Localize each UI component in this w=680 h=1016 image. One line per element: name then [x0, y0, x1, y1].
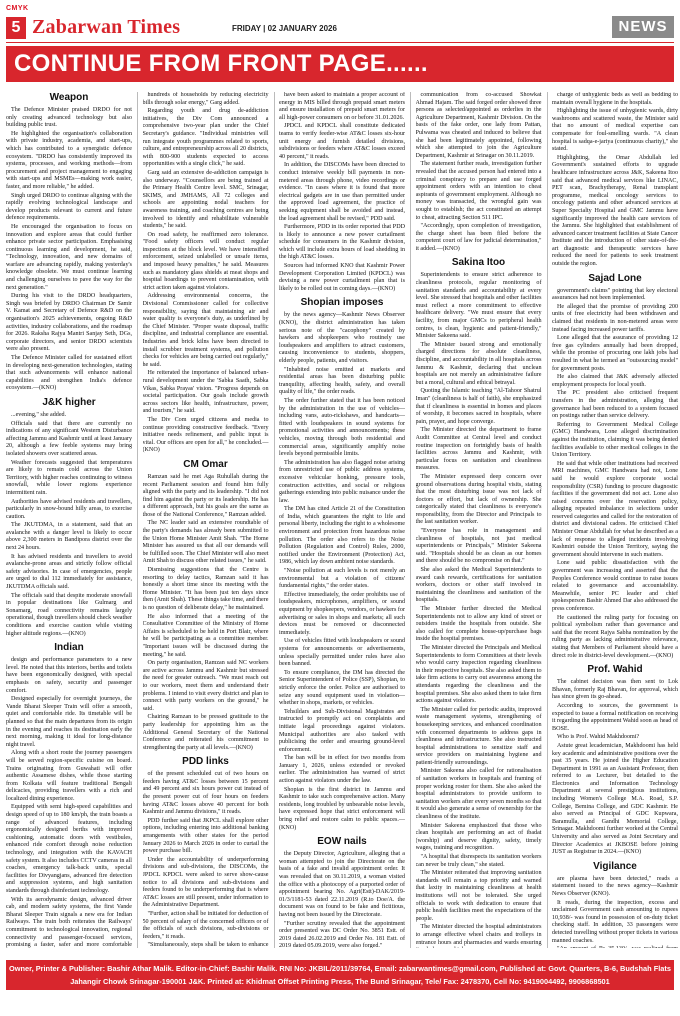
article-paragraph: He highlighted the organisation's collaboration with private industry, academia, and start-ups, which has contributed to a synergistic defence ecosystem. "DRDO has consistently improved its systems, processes, and working methods—from procurement and project management to engaging with start-ups and MSMEs—making work easier, faster, and more reliable," he added.: [6, 130, 132, 190]
page-number: 5: [6, 17, 26, 39]
article-paragraph: He cautioned the ruling party for focusing on political symbolism rather than governance and said that the recent Rajya Sabha nomination by the ruling party as lacking administrative relevance, stating that Members of Parliament should have a direct role in district-level development.—(KNO): [552, 614, 678, 659]
article-paragraph: Minister Sakeena emphasized that those who clean hospitals are performing an act of ibadat (worship) and deserve dignity, safety, timely wages, training and recognition.: [415, 822, 542, 852]
article-paragraph: Astute great lecademician, Makhdoomi has held key academic and administrative positions over the past 35 years. He joined the Higher Education Department in 1991 as an Assistant Professor, then referred to as Lecturer, but detailed to the Electronics and Information Technology Department at several prestigious institutions, including Women's College M.A. Road, S.P. College, Bemina College, and GDC Kashmir. He also served as Principal of GDC Kupwara, Baramulla, and Gandhi Memorial College, Srinagar. Makhdoomi further worked at the Central University and also served as Joint Secretary and Director Academics at JKBOSE before joining JUST as Registrar in 2024.—(KNO): [552, 742, 678, 856]
article-paragraph: Designed especially for overnight journeys, the Vande Bharat Sleeper Train will offer a smooth, quiet and comfortable ride. Its timetable will be planned so that the main departures from its origin in the evening and reaches its destination early the next morning, making it ideal for long-distance night travel.: [6, 696, 132, 748]
column-rule: [137, 92, 138, 948]
article-paragraph: The JKUTDMA, in a statement, said that an avalanche with a danger level is likely to occur above 2,300 meters in Bandipora district over the next 24 hours.: [6, 522, 132, 552]
article-paragraph: Effective immediately, the order prohibits use of loudspeakers, microphones, amplifiers, or sound equipment by shopkeepers, vendors, or hawkers for advertising or sales in shops and markets; all such devices must be removed or disconnected immediately.: [279, 591, 405, 636]
article-paragraph: Who is Prof. Wahid Makhdoomi?: [557, 734, 640, 741]
article-paragraph: Shopian is the first district in Jammu and Kashmir to take such comprehensive action. Many residents, long troubled by unbearable noise levels, have expressed hope that strict enforcement will bring relief and restore calm to public spaces.—(KNO): [279, 786, 405, 831]
article-paragraph: ...evening," she added.: [11, 411, 67, 418]
article-paragraph: The officials said that despite moderate snowfall in popular destinations like Gulmarg and Sonamarg, road connectivity remains largely operational, though travellers should check weather conditions and exercise caution while visiting higher altitude regions.—(KNO): [6, 592, 132, 637]
article-paragraph: Referring to Government Medical College (GMC) Handwara, Lone alleged discrimination against the institution, claiming it was being denied facilities available to other medical colleges in the Union Territory.: [552, 421, 678, 459]
article-paragraph: of the present scheduled cut of two hours on feeders having AT&C losses between 15 percent and 49 percent and six hours power cut instead of the present power cut of four hours on feeders having AT&C losses above 40 percent for both Kashmir and Jammu divisions," it reads.: [142, 771, 269, 816]
article-paragraph: "A hospital that disrespects its sanitation workers can never be truly clean," she stated.: [415, 854, 542, 868]
article-paragraph: The Div Com urged citizens and media to continue providing constructive feedback. "Every initiative needs refinement, and public input is vital. Our offices are open for all," he concluded.—(KNO): [142, 416, 269, 454]
column-5: [552, 92, 678, 948]
article-paragraph: The Minister reiterated that improving sanitation standards will remain a top priority and warned that laxity in maintaining cleanliness at health institutions will not be tolerated. She urged officials to work with dedication to ensure that public health facilities meet the expectations of the people.: [415, 870, 542, 922]
newspaper-name-part2: Times: [127, 16, 181, 38]
column-rule: [547, 92, 548, 948]
article-paragraph: "Inhabited noise emitted at markets and residential areas has been disturbing public tranquility, affecting health, safety, and overall quality of life," the order reads.: [279, 366, 405, 396]
article-paragraph: communication from co-accused Showkat Ahmad Hajam. The said forged order showed three persons as selected/appointed as orderlies in the Agriculture Department, Kashmir Division. On the basis of the fake order, one lady from Pattan, Pulwama was cheated and induced to believe that she had been legitimately appointed, following which she attempted to join the Agriculture Department, Kashmir at Srinagar on 30.11.2019.: [415, 92, 542, 159]
article-paragraph: The administration has also flagged noise arising from unrestricted use of public address systems, excessive vehicular honking, pressure tools, construction activities, and social or religious gatherings extending into public nuisance under the law.: [279, 459, 405, 504]
article-paragraph: It has advised residents and travellers to avoid avalanche-prone areas and strictly follow official safety advisories. In case of emergencies, people are urged to dial 112 immediately for assistance, JKUTDMA officials said.: [6, 553, 132, 591]
imprint-footer: [6, 960, 674, 990]
article-paragraph: Under the accountability of underperforming divisions and sub-divisions, the DISCOMs, the JPDCL KPDCL were asked to serve show-cause notice to all divisions and sub-divisions and feeders found to be underperforming that is where AT&C losses are still present, under information to the Administrative Department.: [142, 856, 269, 909]
article-paragraph: He reiterated the importance of balanced urban-rural development under the 'Sabka Saath, Sabka Vikas, Sabka Prayas' vision. "Progress depends on societal participation. Our goals include growth across sectors like health, infrastructure, power, and tourism," he said.: [142, 370, 269, 415]
article-columns: [6, 92, 678, 948]
article-paragraph: The Minister directed the Principals and Medical Superintendents to form Committees at their levels who would carry inspection regarding cleanliness in their respective hospitals. She also asked them to take firm actions to carry out awareness among the attendants regarding the cleanliness and the hospital premises. She also asked them to take firm actions against violators.: [415, 644, 542, 705]
article-heading: Shopian imposes: [300, 297, 384, 309]
article-heading: Sajad Lone: [588, 272, 642, 284]
article-heading: J&K higher: [42, 396, 96, 408]
article-paragraph: He encouraged the organisation to focus on innovation and explore areas that could further enhance private sector participation. Emphasising continuous learning and development, he said, "Technology, innovation, and new domains of warfare are advancing rapidly, making yesterday's knowledge obsolete. We must continue learning and challenging ourselves to pave the way for the next generation.": [6, 223, 132, 291]
masthead-divider: [6, 42, 674, 43]
newspaper-name-part1: Zabarwan: [32, 16, 123, 38]
article-paragraph: The Minister issued strong and emotionally charged directions for absolute cleanliness, discipline, and accountability in all hospitals across Jammu & Kashmir, declaring that unclean hospitals are not merely an administrative failure but a moral, cultural and ethical betrayal.: [415, 341, 542, 386]
article-paragraph: The Minister directed the department to frame Audit Committee at Central level and conduct routine inspection on fortnightly basis of health facilities across Jammu and Kashmir, with particular focus on sanitation and cleanliness measures.: [415, 427, 542, 472]
article-paragraph: He alleged that the promise of providing 200 units of free electricity had been withdrawn and claimed that residents in non-metered areas were instead facing increased power tariffs.: [552, 303, 678, 333]
article-paragraph: Minister Sakeena also called for rationalisation of sanitation workers in hospitals and framing of proper working roster for them. She also asked the hospital administrators to provide uniform to sanitation workers after every seven months so that it would also generate a sense of ownership for the cleanliness of the institute.: [415, 768, 542, 821]
article-paragraph: The cabinet decision was then sent to Lok Bhavan, formerly Raj Bhavan, for approval, which has since given its go-ahead.: [552, 679, 678, 701]
article-paragraph: Ramzan said he met Aga Ruhullah during the recent Parliament session and found him fully aligned with the party and its leadership. "I did not find him against the party or its leadership. He has a different approach, but his goals are the same as those of the National Conference," Ramzan added.: [142, 473, 269, 518]
article-paragraph: are plasma have been detected," reads a statement issued to the news agency—Kashmir News Observer (KNO).: [552, 875, 678, 897]
newspaper-name: [32, 16, 180, 39]
article-paragraph: "Further scrutiny revealed that the appointment order presented was DC Order No. 3851 Estt. of 2019 dated 26.02.2019 and Order No. 181 Estt. of 2019 dated 05.09.2019, were also forged.": [279, 920, 405, 948]
article-heading: Prof. Wahid: [587, 664, 643, 676]
article-heading: Indian: [54, 642, 84, 654]
article-paragraph: Regarding youth and drug de-addiction initiatives, the Div Com announced a comprehensive two-year plan under the Chief Secretary's guidance. "Individual ministries will run integrate youth programmes related to sports, culture, and entrepreneurship across all 20 districts, with 800-900 students expected to access opportunities with a single click," he said.: [142, 108, 269, 168]
article-paragraph: In addition, the DISCOMs have been directed to conduct intensive weekly bill payments in non-metered areas through phone, video recordings or evidence. "In cases where it is found that more electrical gadgets are in use than permitted under the approved load agreement, the practice of seeking equipment shall be avoided and instead, the load agreement shall be revised," PDD said.: [279, 162, 405, 222]
article-paragraph: Singh urged DRDO to continue aligning with the rapidly evolving technological landscape and develop products relevant to current and future defence requirements.: [6, 192, 132, 222]
section-banner: [6, 46, 674, 82]
article-paragraph: Dismissing suggestions that the Centre is resorting to delay tactics, Ramzan said it has honestly a short time since its meeting with the Home Minister. "It has been just ten days since then (Amit Shah). These things take time, and there is no question of deliberate delay," he maintained.: [142, 567, 269, 611]
article-paragraph: the Deputy Director, Agriculture, alleging that a woman attempted to join the Directorate on the basis of a fake and invalid appointment order. It was revealed that on 30.11.2019, a woman visited the office with a photocopy of a purported order of appointment bearing No. Agri(Estt)-DAK/2019-01/3/1181-53 dated 22.11.2019 (R.to Doe/A. the document was on found to be fake and fictitious, having not been issued by the Directorate.: [279, 851, 405, 918]
article-paragraph: Highlighting the issue of unhygienic wards, dirty washrooms and scattered waste, the Minister said that no amount of medical expertise can compensate for foul-smelling wards. "A clean hospital is sadqa-e-jariya (continuous charity)," she stated.: [552, 108, 678, 153]
article-paragraph: Superintendents to ensure strict adherence to cleanliness protocols, regular monitoring of sanitation standards and accountability at every level. She stressed that hospitals and other facilities must reflect a more commitment to effective healthcare delivery. "We must ensure that every facility, from major GMCs to peripheral health centres, is clean, hygienic and patient-friendly," Minister Sakeena said.: [415, 272, 542, 340]
article-paragraph: government's claims" pointing that key electoral assurances had not been implemented.: [552, 287, 678, 302]
article-paragraph: The Minister further directed the Medical Superintendents not to allow any kind of street or outsiders inside the hospitals from outside. She also called for complete house-up/purchase bags inside the hospital premises.: [415, 606, 542, 643]
article-paragraph: To ensure compliance, the DM has directed the Senior Superintendent of Police (SSP), Shopian, to strictly enforce the order. Police are authorised to seize any sound equipment used in violation—whether in shops, markets, or vehicles.: [279, 669, 405, 707]
article-paragraph: The NC leader said an extensive roundtable of the party's demands has already been submitted to the Union Home Minister Amit Shah. "The Home Minister has assured us that all our demands will be fulfilled soon. The Chief Minister will also meet Amit Shah to discuss other related issues," he said.: [142, 520, 269, 565]
article-paragraph: PDD further said that JKPCL shall explore other options, including entering into additional banking arrangements with other states for the period January 2026 to March 2026 in order to curtail the power purchase bill.: [142, 817, 269, 855]
column-1: [6, 92, 132, 948]
cmyk-mark: CMYK: [6, 5, 29, 12]
article-paragraph: Officials said that there are currently no indications of any significant Western Disturbance affecting Jammu and Kashmir until at least January 20, although a few feeble systems may bring isolated showers over scattered areas.: [6, 420, 132, 457]
article-paragraph: Lone said public dissatisfaction with the government was increasing and asserted that the Peoples Conference would continue to raise issues related to governance and accountability. Meanwhile, senior PC leader and chief spokesperson Bashir Ahmed Dar also addressed the press conference.: [552, 560, 678, 612]
article-paragraph: On road safety, he reaffirmed zero tolerance. "Food safety officers will conduct regular inspections at the block level. We have intensified enforcement, seized unlabelled or unsafe items, and imposed heavy penalties," he said. Measures such as mandatory glass shields at meat shops and hospital hoardings to prevent contamination, with strict action taken against violators.: [142, 231, 269, 291]
column-4: [416, 92, 542, 948]
article-paragraph: Addressing environmental concerns, the Divisional Commissioner called for collective responsibility, saying that maintaining air and water quality is everyone's duty, as underlined by the Chief Minister. "Proper waste disposal, traffic discipline, and industrial compliance are essential. Industries and brick kilns have been directed to install scrubber treatment systems, and pollution checks for vehicles are being carried out regularly," he said.: [142, 293, 269, 368]
article-paragraph: The Defence Minister called for sustained effort in developing next-generation technologies, stating that such advancements will enhance national capabilities and strengthen India's defence ecosystem.—(KNO): [6, 355, 132, 392]
article-paragraph: Weather forecasts suggested that temperatures are likely to remain cold across the Union Territory, with higher reaches continuing to witness snowfall, while lower regions experience intermittent rain.: [6, 459, 132, 496]
article-paragraph: According to sources, the government is expected to issue a formal notification on receiving it regarding the appointment Wahid soon as head of BOSE.: [552, 702, 678, 732]
article-paragraph: On party organisation, Ramzan said NC workers are active across Jammu and Kashmir but stressed the need for greater outreach. "We must reach out to our workers, meet them and understand their problems. I intend to visit every district and plan to connect with party workers on the ground," he said.: [142, 660, 269, 712]
article-paragraph: [552, 946, 678, 948]
article-paragraph: Sources had informed KNO that Kashmir Power Development Corporation Limited (KPDCL) was devising a new power curtailment plan that is likely to be rolled out in coming days.—(KNO): [279, 263, 405, 292]
article-paragraph: have been asked to maintain a proper account of energy in MIS billed through prepaid smart meters and ensure installation of prepaid smart meters for all high-power consumers on or before 31.01.2026.: [279, 92, 405, 121]
article-paragraph: Garg said an extensive de-addiction campaign is also underway. "Counsellors are being trained at the Primary Health Centre level. SMC, Srinagar, SKIMS, and JMHAMS, All 72 colleges and schools are appointing nodal teachers for awareness training, and coaching centres are being involved to identify and rehabilitate vulnerable students," he said.: [142, 169, 269, 230]
article-paragraph: Along with a short route the journey passengers will be served region-specific cuisine on board. Trains originating from Guwahati will offer authentic Assamese dishes, while those starting from Kolkata will feature traditional Bengali delicacies, providing travellers with a rich and localized dining experience.: [6, 750, 132, 802]
imprint-line-2: Jahangir Chowk Srinagar-190001 J&K. Printed at: Khidmat Offset Printing Press, The Bund Srinagar, Tele/ Fax: 2478370, Cell No: 9419004492, 9906868501: [70, 977, 610, 986]
article-paragraph: Use of vehicles fitted with loudspeakers or sound systems for announcements or advertisements, unless specially permitted under rules have also been banned.: [279, 638, 405, 668]
article-heading: CM Omar: [183, 458, 228, 470]
article-paragraph: During his visit to the DRDO headquarters, Singh was briefed by DRDO Chairman Dr Samir V. Kamat and Secretary of Defence R&D on the organisation's 2025 achievements, ongoing R&D activities, industry collaborations, and the roadmap for 2026. Raksha Rajya Mantri Sanjay Seth, DGs, corporate directors, and senior DRDO scientists were also present.: [6, 293, 132, 353]
article-paragraph: The Defence Minister praised DRDO for not only creating advanced technology but also building public trust.: [6, 107, 132, 129]
article-paragraph: Quoting the Islamic teaching "Al-Tahoor Shatrul Iman" (cleanliness is half of faith), she emphasized that if cleanliness is essential in homes and places of worship, it becomes sacred in hospitals, where pain, prayer, and hope converge.: [415, 388, 542, 425]
article-paragraph: "Accordingly, upon completion of investigation, the charge sheet has been filed before the competent court of law for judicial determination," it added.—(KNO): [415, 223, 542, 252]
article-paragraph: Lone alleged that the assurance of providing 12 free gas cylinders annually had been dropped, while the promise of procuring one lakh jobs had resulted in what he termed an "outsourcing model" for government posts.: [552, 335, 678, 372]
article-paragraph: "Further, action shall be initiated for deduction of 50 percent of salary of the concerned officers or of the officials of such divisions, sub-divisions or feeders," it reads.: [142, 910, 269, 940]
article-heading: Weapon: [49, 92, 89, 103]
article-paragraph: He said that while other institutions had received MRI machines, GMC Handwara had not, Lone said he would explore corporate social responsibility (CSR) funding to procure diagnostic facilities if the government did not act. Lone also raised concerns over the reservation policy, alleging repeated imbalance in selections under reserved categories and called for the restoration of district and divisional cadres. He criticised Chief Minister Omar Abdullah for what he described as a lack of response to alleged incidents involving Kashmiri outside the Union Territory, saying the government should intervene in such matters.: [552, 460, 678, 558]
article-paragraph: The PC president also criticised frequent transfers in the administration, alleging that governance had been reduced to a system focused on postings rather than service delivery.: [552, 390, 678, 420]
article-paragraph: It reads, during the inspection, excess and unclaimed Government cash amounting to rupees 10,938/- was found in possession of on-duty ticket checking staff. In addition, 33 passengers were detected travelling without proper tickets in various manned coaches.: [552, 899, 678, 944]
column-rule: [410, 92, 411, 948]
article-paragraph: JPDCL and KPDCL shall constitute dedicated teams to verify feeder-wise AT&C losses six-hour unit energy and furnish detailed divisions, subdivisions or feeders where AT&C losses exceed 40 percent," it reads.: [279, 123, 405, 160]
article-heading: Vigilance: [593, 860, 637, 872]
column-rule: [274, 92, 275, 948]
article-heading: EOW nails: [317, 836, 367, 848]
article-paragraph: "Noise pollution at such levels is not merely an environmental but a violation of citizens' fundamental rights," the order states.: [279, 568, 405, 590]
column-3: [279, 92, 405, 948]
article-paragraph: Highlighting, the Omar Abdullah led Government's sustained efforts to upgrade healthcare infrastructure across J&K, Sakeena Itoo said that advanced medical services like LINAC, PET scan, Brachytherapy, Renal transplant programme, medical oncology services to oncology patients and other advanced services at Super Specialty Hospital and GMC Jammu have significantly improved the health care services of the Jammu. She highlighted that establishment of advanced cancer treatment facilities at State Cancer Institute and the introduction of other state-of-the-art diagnostic and therapeutic services have reduced the need for patients to seek treatment outside the region.: [552, 154, 678, 268]
dateline: FRIDAY | 02 JANUARY 2026: [232, 24, 337, 33]
article-paragraph: The statement further reads, investigation further revealed that the accused person had entered into a criminal conspiracy to prepare and use forged appointment orders with an intention to cheat aspirants of government employment. Although no money was transacted, the wrongful gain was sought to establish; the act constituted an attempt to cheat, attracting Section 511 IPC.: [415, 161, 542, 221]
article-paragraph: Tehsildars and Sub-Divisional Magistrates are instructed to promptly act on complaints and initiate legal proceedings against violators. Municipal authorities are also tasked with publicising the order and ensuring ground-level enforcement.: [279, 708, 405, 753]
article-paragraph: hundreds of households by reducing electricity bills through solar energy," Garg added.: [142, 92, 269, 106]
article-heading: Sakina Itoo: [451, 257, 506, 269]
article-paragraph: charge of unhygienic beds as well as bedding to maintain overall hygiene in the hospitals.: [552, 92, 678, 106]
article-paragraph: The Minister expressed deep concern over ground observations during hospital visits, stating that the most disturbing issue was not lack of doctors or effort, but lack of ownership. She categorically stated that cleanliness is everyone's responsibility, from the Director and Principals to the last sanitation worker.: [415, 473, 542, 526]
article-paragraph: She also asked the Medical Superintendents to award cash rewards, certifications for sanitation workers, doctors or other staff involved in maintaining the cleanliness and sanitation of the hospitals.: [415, 567, 542, 604]
article-paragraph: Furthermore, PDD in its order reported that PDD is likely to announce a new power curtailment schedule for consumers in the Kashmir division, which will include extra hours of load shedding in the high AT&C losses.: [279, 224, 405, 261]
article-paragraph: "Everyone has role in management and cleanliness of hospitals, not just medical superintendents or Principals," Minister Sakeena said. "Hospitals should be as clean as our homes and there should be no compromise on that.": [415, 528, 542, 565]
article-paragraph: Equipped with semi high-speed capabilities and design speed of up to 180 km/ph, the train boasts a range of advanced features, including ergonomically designed berths with improved cushioning, automatic doors with vestibules, enhanced ride comfort through noise reduction technology, and integration with the KAVACH safety system. It also includes CCTV cameras in all coaches, emergency talk-back units, special facilities for Divyangjans, advanced fire detection and suppression systems, and high sanitation standards through disinfectant technology.: [6, 804, 132, 894]
column-2: [143, 92, 269, 948]
article-paragraph: design and performance parameters to a new level. He noted that this interiors, berths and toilets have been ergonomically designed, with special emphasis on safety, security and passenger comfort.: [6, 657, 132, 694]
banner-title: CONTINUE FROM FRONT PAGE......: [14, 50, 428, 77]
article-paragraph: The Minister called for periodic audits, improved waste management systems, strengthening of housekeeping services, and enhanced coordination with concerned departments to address gaps in cleanliness and infrastructure. She also instructed hospital administrations to sensitize staff and service providers on maintaining hygiene and patient-friendly surroundings.: [415, 706, 542, 766]
article-paragraph: by the news agency—Kashmir News Observer (KNO), the district administration has taken serious note of the "cacophony" created by hawkers and shopkeepers who routinely use loudspeakers and amplifiers to attract customers, causing inconvenience to students, shoppers, elderly people, patients, and visitors.: [279, 312, 405, 364]
section-label: NEWS: [612, 16, 674, 38]
article-paragraph: Authorities have advised residents and travellers, particularly in snow-bound hilly areas, to exercise caution.: [6, 498, 132, 520]
article-paragraph: He also informed that a meeting of the Consultative Committee of the Ministry of Home Affairs is scheduled to be held in Port Blair, where he will be participating as a committee member. "Important issues will be discussed during the meeting," he said.: [142, 613, 269, 658]
article-paragraph: The DM has cited Article 21 of the Constitution of India, which guarantees the right to life and personal liberty, including the right to a wholesome environment and protection from hazardous noise pollution. The order also refers to the Noise Pollution (Regulation and Control) Rules, 2000, notified under the Environment (Protection) Act, 1986, which lay down ambient noise standards.: [279, 506, 405, 566]
article-paragraph: The Minister directed the hospital administrators to arrange effective wheel chairs and trolleys in entrance hours and pharmacies and wards ensuring: [415, 924, 542, 946]
article-paragraph: "Simultaneously, steps shall be taken to enhance: [147, 942, 269, 948]
article-paragraph: The order further stated that it has been noticed by the administration in the use of vehicles—including vans, auto-rickshaws, and handcarts—fitted with loudspeakers in sound systems for promotional activities and announcements; these vehicles, moving through both residential and commercial areas, significantly amplify noise levels beyond permissible limits.: [279, 397, 405, 458]
article-paragraph: He also claimed that J&K adversely affected employment prospects for local youth.: [552, 374, 678, 388]
article-heading: PDD links: [182, 756, 229, 768]
masthead: [6, 14, 674, 44]
article-paragraph: With its aerodynamic design, advanced driver cab, and modern safety systems, the first Vande Bharat Sleeper Train signals a new era for Indian Railways. The train both reiterates the Railways' commitment to technological innovation, regional connectivity and passenger-focused services, promising a faster, safer and more comfortable: [6, 896, 132, 948]
article-paragraph: The ban will be in effect for two months from January 1, 2026, unless extended or revoked earlier. The administration has warned of strict action against violators under the law.: [279, 755, 405, 785]
article-paragraph: Chairing Ramzan to be pressed gratitude to the party leadership for appointing him as the Additional General Secretary of the National Conference and reiterated his commitment to strengthening the party at all levels.—(KNO): [142, 714, 269, 751]
imprint-line-1: Owner, Printer & Publisher: Bashir Athar Malik. Editor-in-Chief: Bashir Malik. RNI No: JKBIL/2011/39764, Email: zabarwantimes@gmail.com, Published at: Govt. Quarters, B-6, Budshah Flats: [9, 964, 671, 973]
